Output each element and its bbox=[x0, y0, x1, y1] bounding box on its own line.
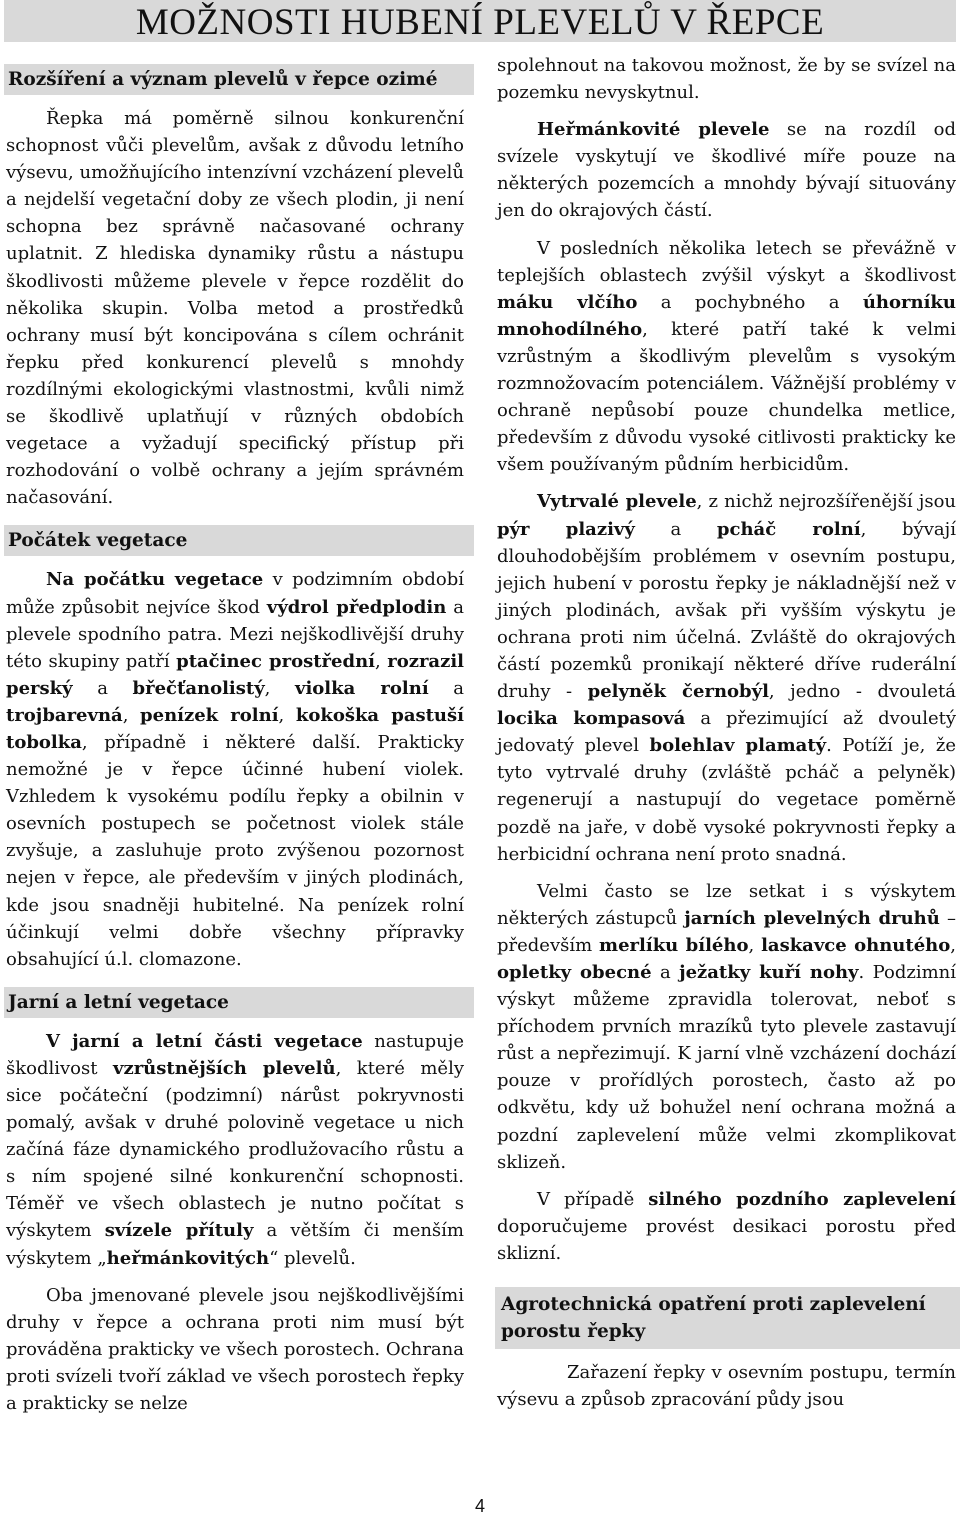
paragraph-both-weeds: Oba jmenované plevele jsou nejškodlivějšími druhy v řepce a ochrana proti nim musí být prováděna prakticky ve všech porostech. Ochrana proti svízeli tvoří základ ve všech porostech řepky a prakticky se nelze bbox=[6, 1284, 464, 1415]
paragraph-spring-summer: V jarní a letní části vegetace nastupuje škodlivost vzrůstnějších plevelů, které měly sice počáteční (podzimní) nárůst pokryvnosti pomalý, avšak v druhé polovině vegetace u nich začíná fáze dynamického prodlužovacího růstu a s ním spojené silné konkurenční schopnosti. Téměř ve všech oblastech je nutno počítat s výskytem svízele přítuly a větším či menším výskytem „heřmánkovitých“ plevelů. bbox=[6, 1030, 465, 1269]
section-heading-start-vegetation: Počátek vegetace bbox=[4, 525, 474, 556]
paragraph-intro: Řepka má poměrně silnou konkurenční schopnost vůči plevelům, avšak z důvodu letního výsevu, umožňujícího intenzívní vzcházení plevelů a nejdelší vegetační doby ze všech plodin, ji není schopna bez správně načasované ochrany uplatnit. Z hlediska dynamiky růstu a nástupu škodlivosti můžeme plevele v řepce rozdělit do několika skupin. Volba metod a prostředků ochrany musí být koncipována s cílem ochránit řepku před konkurencí plevelů s mnohdy rozdílnými ekologickými vlastnostmi, kvůli nimž se škodlivě uplatňují v různých obdobích vegetace a vyžadují specifický přístup při rozhodování o volbě ochrany a jejím správném načasování. bbox=[6, 108, 464, 509]
paragraph-poppy: V posledních několika letech se převážně v teplejších oblastech zvýšil výskyt a škodlivost máku vlčího a pochybného a úhorníku mnohodílného, které patří také k velmi vzrůstným a škodlivým plevelům s vysokým rozmnožovacím potenciálem. Vážnější problémy v ochraně nepůsobí pouze chundelka metlice, především z důvodu vysoké citlivosti prakticky ke všem používaným půdním herbicidům. bbox=[497, 237, 956, 476]
paragraph-perennial: Vytrvalé plevele, z nichž nejrozšířenější jsou pýr plazivý a pcháč rolní, bývají dlouhodobějším problémem v osevním postupu, jejich hubení v porostu řepky je nákladnější než v jiných plodinách, avšak při vyšším výskytu je ochrana proti nim účelná. Zvláště do okrajových částí pozemků pronikají některé dříve ruderální druhy - pelyněk černobýl, jedno - dvouletá locika kompasová a přezimující až dvouletý jedovatý plevel bolehlav plamatý. Potíží je, že tyto vytrvalé druhy (zvláště pcháč a pelyněk) regenerují a nastupují do vegetace poměrně pozdě na jaře, v době vysoké pokryvnosti řepky a herbicidní ochrana není proto snadná. bbox=[497, 491, 957, 865]
paragraph-continued: spolehnout na takovou možnost, že by se svízel na pozemku nevyskytnul. bbox=[497, 55, 956, 104]
section-heading-spring-summer: Jarní a letní vegetace bbox=[4, 987, 474, 1018]
page-number: 4 bbox=[474, 1496, 485, 1516]
paragraph-spring-weeds: Velmi často se lze setkat i s výskytem některých zástupců jarních plevelných druhů – především merlíku bílého, laskavce ohnutého, opletky obecné a ježatky kuří nohy. Podzimní výskyt můžeme zpravidla tolerovat, neboť s příchodem prvních mrazíků tyto plevele zastavují růst a nepřezimují. K jarní vlně vzcházení dochází pouze v prořídlých porostech, často až po odkvětu, kdy už bohužel není ochrana možná a pozdní zaplevelení může velmi zkomplikovat sklizeň. bbox=[497, 880, 957, 1173]
paragraph-chamomile: Heřmánkovité plevele se na rozdíl od svízele vyskytují ve škodlivé míře pouze na některých pozemcích a mnohdy bývají situovány jen do okrajových částí. bbox=[497, 119, 957, 222]
paragraph-agrotechnical: Zařazení řepky v osevním postupu, termín výsevu a způsob zpracování půdy jsou bbox=[497, 1362, 956, 1411]
paragraph-desiccation: V případě silného pozdního zaplevelení doporučujeme provést desikaci porostu před sklizní. bbox=[497, 1188, 956, 1264]
section-heading-agrotechnical: Agrotechnická opatření proti zaplevelení porostu řepky bbox=[495, 1287, 960, 1349]
right-column bbox=[497, 52, 956, 1423]
left-column bbox=[6, 56, 464, 1427]
section-heading-spread: Rozšíření a význam plevelů v řepce ozimé bbox=[4, 64, 474, 95]
page-title: MOŽNOSTI HUBENÍ PLEVELŮ V ŘEPCE bbox=[135, 2, 825, 43]
paragraph-start-vegetation: Na počátku vegetace v podzimním období může způsobit nejvíce škod výdrol předplodin a plevele spodního patra. Mezi nejškodlivější druhy této skupiny patří ptačinec prostřední, rozrazil perský a břečťanolistý, violka rolní a trojbarevná, penízek rolní, kokoška pastuší tobolka, případně i některé další. Prakticky nemožné je v řepce účinné hubení violek. Vzhledem k vysokému podílu řepky a obilnin v osevních postupech se početnost violek stále zvyšuje, a zasluhuje proto zvýšenou pozornost nejen v řepce, ale především v jiných plodinách, kde jsou snadněji hubitelné. Na penízek rolní účinkují velmi dobře všechny přípravky obsahující ú.l. clomazone. bbox=[6, 569, 465, 970]
